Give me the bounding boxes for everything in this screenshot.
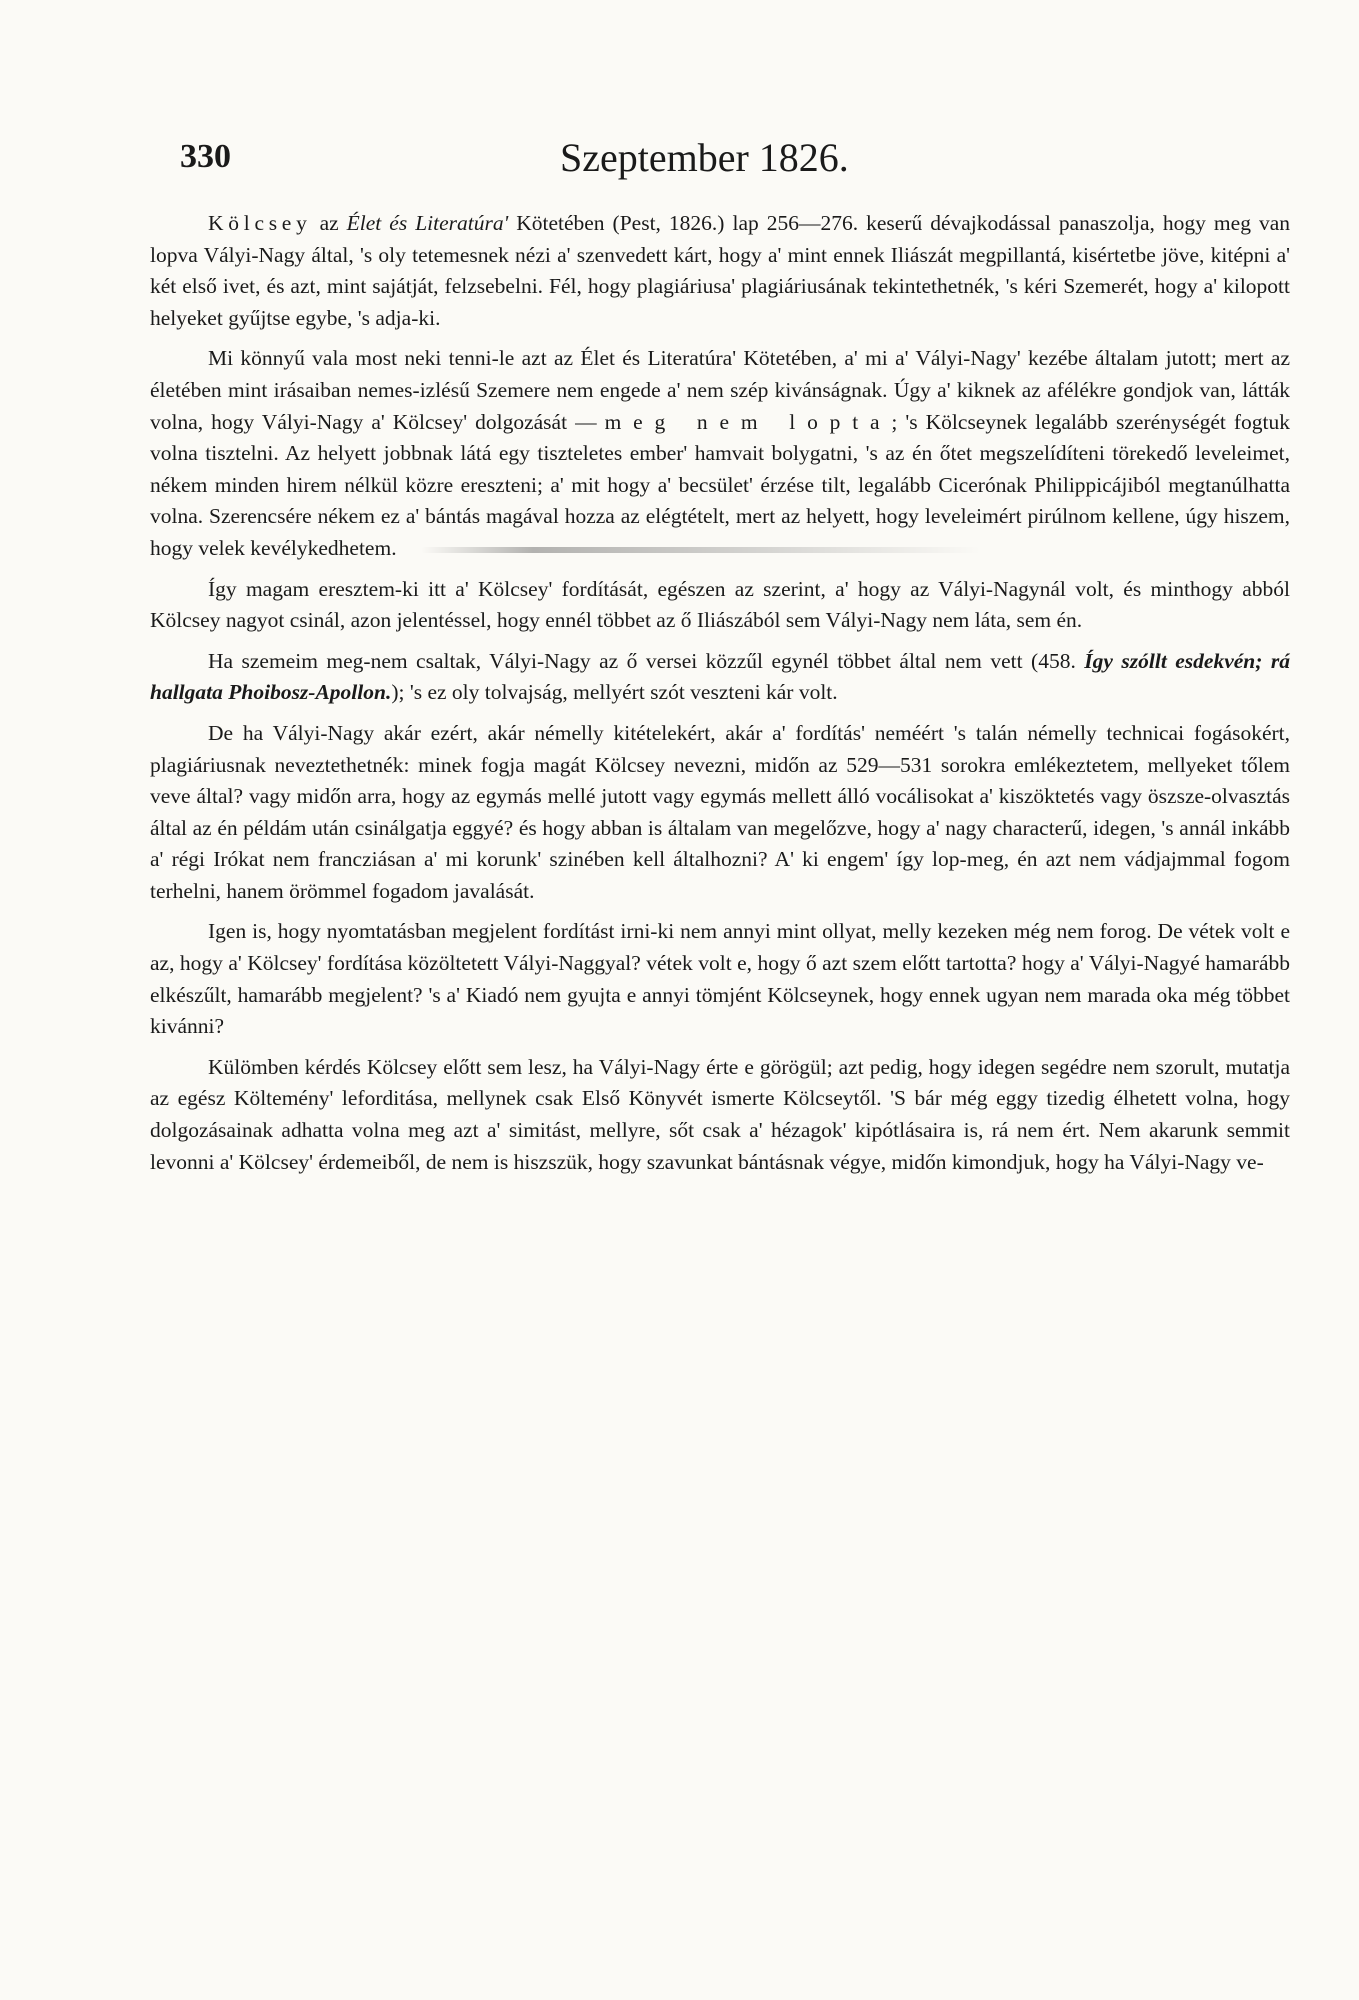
paragraph-3: Így magam eresztem-ki itt a' Kölcsey' fordítását, egészen az szerint, a' hogy az Vályi-Nagynál volt, és minthogy abból Kölcsey nagyot csinál, azon jelentéssel, hogy ennél többet az ő Iliászából sem Vályi-Nagy nem láta, sem én.: [150, 576, 1290, 633]
ink-smudge: [421, 547, 981, 553]
paragraph-1-text-b: Kötetében (Pest, 1826.) lap 256—276. keserű dévajkodással panaszolja, hogy meg van lopva Vályi-Nagy által, 's oly tetemesnek nézi a' szenvedett kárt, hogy a' mint ennek Iliászát megpillantá, kisértetbe jöve, kitépni a' két első ivet, és azt, mint sajátját, felzsebelni. Fél, hogy plagiáriusa' plagiáriusának tekintethetnék, 's kéri Szemerét, hogy a' kilopott helyeket gyűjtse egybe, 's adja-ki.: [150, 211, 1290, 330]
author-name-spaced: Kölcsey: [208, 211, 312, 235]
paragraph-4: [150, 646, 1290, 709]
book-title-italic: Élet és Literatúra': [346, 211, 509, 235]
page-header: [180, 135, 1290, 188]
paragraph-2-text-a: Mi könnyű vala most neki tenni-le azt az Élet és Literatúra' Kötetében, a' mi a' Vályi-Nagy' kezébe általam jutott; mert az életében mint irásaiban nemes-izlésű Szemere nem engede a' nem szép kivánságnak. Úgy a' kiknek az afélékre gondjok van, látták volna, hogy Vályi-Nagy a' Kölcsey' dolgozását —: [150, 346, 1290, 434]
paragraph-6: Igen is, hogy nyomtatásban megjelent fordítást irni-ki nem annyi mint ollyat, melly kezeken még nem forog. De vétek volt e az, hogy a' Kölcsey' fordítása közöltetett Vályi-Naggyal? vétek volt e, hogy ő azt szem előtt tartotta? hogy a' Vályi-Nagyé hamarább elkészűlt, hamarább megjelent? 's a' Kiadó nem gyujta e annyi tömjént Kölcseynek, hogy ennek ugyan nem marada oka még többet kivánni?: [150, 919, 1290, 1039]
body-text: [150, 208, 1290, 1187]
paragraph-2-text-b: ; 's Kölcseynek legalább szerénységét fogtuk volna tisztelni. Az helyett jobbnak látá egy tiszteletes ember' hamvait bolygatni, 's az én őtet megszelídíteni törekedő leveleimet, nékem minden hirem nélkül közre ereszteni; a' mit hogy a' becsület' érzése tilt, legalább Cicerónak Philippicájiból megtanúlhatta volna. Szerencsére nékem ez a' bántás magával hozza az elégtételt, mert az helyett, hogy leveleimért pirúlnom kellene, úgy hiszem, hogy velek kevélykedhetem.: [150, 409, 1291, 560]
paragraph-5: De ha Vályi-Nagy akár ezért, akár némelly kitételekért, akár a' fordítás' neméért 's talán némelly technicai fogásokért, plagiáriusnak neveztethetnék: minek fogja magát Kölcsey nevezni, midőn az 529—531 sorokra emlékeztetem, mellyeket tőlem veve által? vagy midőn arra, hogy az egymás mellé jutott vagy egymás mellett álló vocálisokat a' kiszöktetés vagy öszsze-olvasztás által az én példám után csinálgatja eggyé? és hogy abban is általam van megelőzve, hogy a' nagy characterű, idegen, 's annál inkább a' régi Irókat nem francziásan a' mi korunk' szinében kell általhozni? A' ki engem' így lop-meg, én azt nem vádjajmmal fogom terhelni, hanem örömmel fogadom javalását.: [150, 720, 1290, 903]
quoted-verse-italic: Így szóllt esdekvén; rá hallgata Phoibosz-Apollon.: [150, 648, 1290, 705]
paragraph-7: Külömben kérdés Kölcsey előtt sem lesz, ha Vályi-Nagy érte e görögül; azt pedig, hogy idegen segédre nem szorult, mutatja az egész Költemény' leforditása, mellynek csak Első Könyvét ismerte Kölcseytől. 'S bár még eggy tizedig élhetett volna, hogy dolgozásainak adhatta volna meg azt a' simitást, mellyre, sőt csak a' hézagok' kipótlásaira is, rá nem ért. Nem akarunk semmit levonni a' Kölcsey' érdemeiből, de nem is hiszszük, hogy szavunkat bántásnak végye, midőn kimondjuk, hogy ha Vályi-Nagy ve-: [150, 1054, 1290, 1174]
paragraph-4-text-a: Ha szemeim meg-nem csaltak, Vályi-Nagy az ő versei közzűl egynél többet által nem vett (458.: [208, 648, 1085, 673]
running-title: Szeptember 1826.: [560, 135, 849, 180]
paragraph-1: [150, 208, 1290, 334]
paragraph-1-text-a: az: [311, 211, 347, 235]
paragraph-2: [150, 343, 1290, 564]
page-number: 330: [180, 138, 231, 175]
spaced-emphasis: meg nem lopta: [604, 409, 892, 434]
paragraph-4-text-b: ); 's ez oly tolvajság, mellyért szót veszteni kár volt.: [391, 680, 838, 705]
